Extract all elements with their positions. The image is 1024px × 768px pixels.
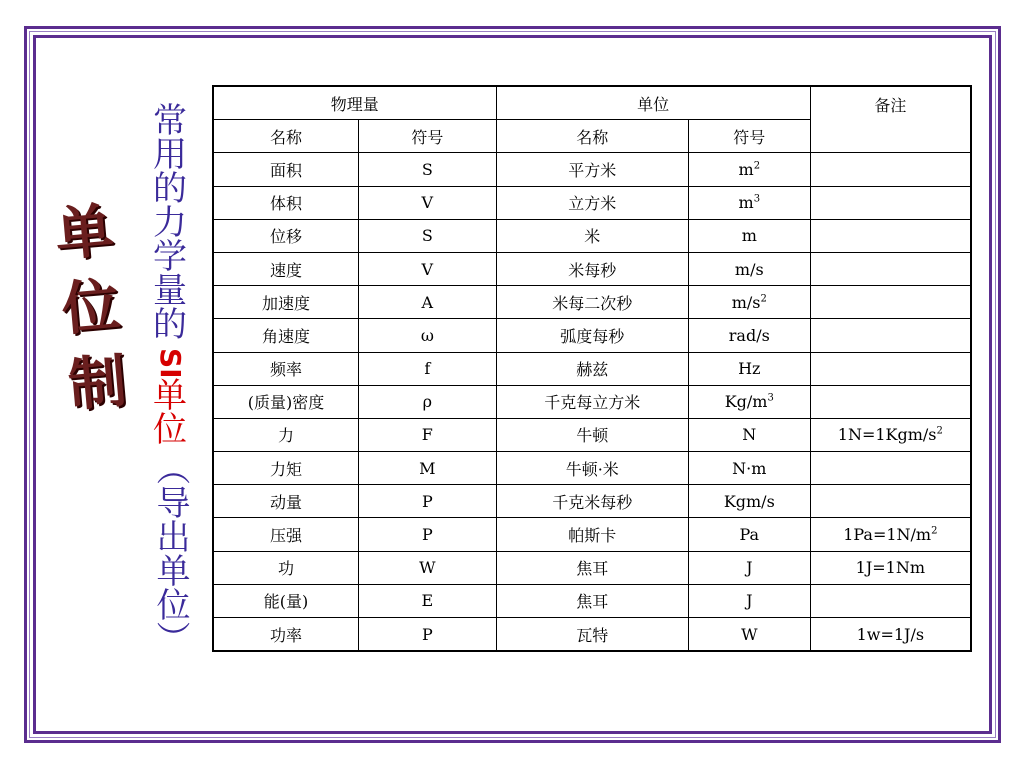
quantity-name-cell bbox=[213, 319, 359, 352]
remark-cell bbox=[810, 186, 971, 219]
subtitle-char: 单 bbox=[153, 375, 187, 416]
unit-symbol-cell-text: N·m bbox=[732, 458, 767, 478]
remark-cell bbox=[810, 319, 971, 352]
quantity-name-cell bbox=[213, 418, 359, 451]
quantity-symbol-cell bbox=[359, 286, 497, 319]
table-header-row bbox=[213, 86, 971, 120]
main-title-char-3: 制 bbox=[65, 346, 132, 419]
unit-name-cell bbox=[496, 418, 688, 451]
unit-name-cell-text: 瓦特 bbox=[576, 625, 609, 645]
unit-name-cell bbox=[496, 618, 688, 652]
quantity-name-cell bbox=[213, 153, 359, 186]
unit-symbol-cell bbox=[688, 518, 810, 551]
remark-cell bbox=[810, 452, 971, 485]
quantity-name-cell bbox=[213, 452, 359, 485]
quantity-symbol-cell bbox=[359, 352, 497, 385]
quantity-symbol-cell-text: W bbox=[419, 558, 436, 578]
table-body bbox=[213, 153, 971, 651]
header-quantity: 物理量 bbox=[213, 86, 496, 120]
remark-cell-text: 1Pa=1N/m bbox=[843, 525, 932, 545]
unit-name-cell bbox=[496, 485, 688, 518]
subheader-quantity-name: 名称 bbox=[213, 120, 359, 153]
table-row bbox=[213, 485, 971, 518]
remark-cell-superscript: 2 bbox=[931, 525, 938, 537]
unit-symbol-cell bbox=[688, 186, 810, 219]
quantity-symbol-cell-text: P bbox=[421, 525, 433, 545]
unit-symbol-cell bbox=[688, 551, 810, 584]
quantity-symbol-cell-text: E bbox=[421, 591, 434, 611]
quantity-name-cell-text: 功 bbox=[278, 559, 295, 579]
quantity-name-cell-text: 角速度 bbox=[262, 326, 311, 346]
unit-symbol-cell bbox=[688, 418, 810, 451]
table-row bbox=[213, 286, 971, 319]
units-table bbox=[212, 85, 972, 652]
quantity-symbol-cell bbox=[359, 452, 497, 485]
unit-name-cell-text: 千克米每秒 bbox=[552, 492, 633, 512]
unit-symbol-cell bbox=[688, 618, 810, 652]
quantity-symbol-cell bbox=[359, 252, 497, 285]
unit-symbol-cell bbox=[688, 286, 810, 319]
remark-cell bbox=[810, 418, 971, 451]
table-row bbox=[213, 418, 971, 451]
subheader-unit-name: 名称 bbox=[496, 120, 688, 153]
quantity-symbol-cell bbox=[359, 584, 497, 617]
unit-symbol-cell bbox=[688, 385, 810, 418]
quantity-symbol-cell-text: ω bbox=[420, 325, 434, 345]
quantity-name-cell bbox=[213, 518, 359, 551]
table-row bbox=[213, 319, 971, 352]
quantity-symbol-cell-text: V bbox=[421, 259, 434, 279]
unit-name-cell-text: 牛顿 bbox=[576, 426, 609, 446]
quantity-name-cell-text: 能(量) bbox=[263, 592, 309, 612]
quantity-name-cell bbox=[213, 485, 359, 518]
unit-symbol-cell bbox=[688, 584, 810, 617]
quantity-symbol-cell-text: S bbox=[421, 159, 433, 179]
unit-symbol-cell-text: Kgm/s bbox=[723, 491, 775, 511]
quantity-symbol-cell bbox=[359, 153, 497, 186]
header-unit: 单位 bbox=[496, 86, 810, 120]
remark-cell bbox=[810, 286, 971, 319]
quantity-symbol-cell-text: V bbox=[421, 193, 434, 213]
unit-name-cell bbox=[496, 584, 688, 617]
quantity-name-cell-text: 面积 bbox=[270, 160, 303, 180]
quantity-symbol-cell-text: M bbox=[419, 458, 436, 478]
subtitle-derived: （导出单位） bbox=[150, 450, 190, 655]
unit-symbol-cell-text: m bbox=[738, 159, 754, 179]
subheader-unit-symbol: 符号 bbox=[688, 120, 810, 153]
quantity-symbol-cell bbox=[359, 186, 497, 219]
unit-symbol-cell-superscript: 3 bbox=[767, 392, 774, 404]
remark-cell bbox=[810, 252, 971, 285]
unit-name-cell-text: 立方米 bbox=[568, 194, 617, 214]
unit-name-cell-text: 焦耳 bbox=[576, 592, 609, 612]
unit-name-cell bbox=[496, 286, 688, 319]
unit-symbol-cell bbox=[688, 352, 810, 385]
quantity-symbol-cell-text: F bbox=[421, 425, 433, 445]
remark-cell-superscript: 2 bbox=[936, 426, 943, 438]
unit-symbol-cell bbox=[688, 219, 810, 252]
unit-name-cell-text: 米 bbox=[584, 227, 601, 247]
unit-symbol-cell bbox=[688, 452, 810, 485]
unit-name-cell-text: 赫兹 bbox=[576, 360, 609, 380]
quantity-name-cell-text: 力矩 bbox=[270, 459, 303, 479]
table-row bbox=[213, 584, 971, 617]
remark-cell bbox=[810, 518, 971, 551]
quantity-name-cell bbox=[213, 618, 359, 652]
unit-name-cell-text: 弧度每秒 bbox=[560, 326, 625, 346]
unit-symbol-cell-superscript: 2 bbox=[760, 293, 767, 305]
remark-cell-text: 1w=1J/s bbox=[856, 624, 925, 644]
quantity-symbol-cell bbox=[359, 518, 497, 551]
quantity-name-cell-text: 加速度 bbox=[262, 293, 311, 313]
unit-symbol-cell bbox=[688, 319, 810, 352]
unit-symbol-cell-text: J bbox=[746, 558, 753, 578]
unit-symbol-cell bbox=[688, 252, 810, 285]
unit-symbol-cell bbox=[688, 153, 810, 186]
quantity-name-cell bbox=[213, 286, 359, 319]
unit-name-cell bbox=[496, 186, 688, 219]
unit-name-cell bbox=[496, 518, 688, 551]
subtitle bbox=[148, 101, 192, 655]
quantity-name-cell-text: 功率 bbox=[270, 625, 303, 645]
unit-name-cell bbox=[496, 153, 688, 186]
unit-name-cell-text: 帕斯卡 bbox=[568, 526, 617, 546]
quantity-symbol-cell bbox=[359, 219, 497, 252]
subtitle-char: 量 bbox=[153, 271, 187, 311]
quantity-symbol-cell bbox=[359, 418, 497, 451]
quantity-symbol-cell-text: P bbox=[421, 624, 433, 644]
quantity-symbol-cell bbox=[359, 319, 497, 352]
quantity-name-cell bbox=[213, 551, 359, 584]
quantity-symbol-cell-text: P bbox=[421, 491, 433, 511]
table-row bbox=[213, 385, 971, 418]
remark-cell bbox=[810, 618, 971, 652]
quantity-name-cell-text: 动量 bbox=[270, 492, 303, 512]
quantity-symbol-cell bbox=[359, 551, 497, 584]
remark-cell bbox=[810, 219, 971, 252]
quantity-symbol-cell bbox=[359, 385, 497, 418]
main-title-char-1: 单 bbox=[52, 195, 119, 269]
remark-cell bbox=[810, 385, 971, 418]
quantity-name-cell-text: 速度 bbox=[270, 260, 303, 280]
table-row bbox=[213, 186, 971, 219]
table-row bbox=[213, 252, 971, 285]
unit-symbol-cell bbox=[688, 485, 810, 518]
unit-name-cell bbox=[496, 452, 688, 485]
quantity-name-cell bbox=[213, 385, 359, 418]
unit-symbol-cell-text: m bbox=[741, 226, 757, 246]
unit-symbol-cell-text: m/s bbox=[731, 292, 761, 312]
subtitle-char: 力 bbox=[153, 203, 187, 243]
header-remark: 备注 bbox=[810, 86, 971, 153]
table-row bbox=[213, 618, 971, 652]
subtitle-char: 常 bbox=[153, 101, 187, 141]
unit-symbol-cell-text: Hz bbox=[738, 359, 761, 379]
quantity-name-cell-text: 位移 bbox=[270, 227, 303, 247]
unit-symbol-cell-text: rad/s bbox=[728, 325, 770, 345]
subheader-quantity-symbol: 符号 bbox=[359, 120, 497, 153]
quantity-symbol-cell bbox=[359, 485, 497, 518]
unit-symbol-cell-text: m/s bbox=[734, 259, 764, 279]
quantity-name-cell bbox=[213, 584, 359, 617]
remark-cell bbox=[810, 551, 971, 584]
quantity-symbol-cell-text: A bbox=[421, 292, 434, 312]
quantity-name-cell bbox=[213, 186, 359, 219]
remark-cell-text: 1J=1Nm bbox=[855, 558, 926, 578]
table-row bbox=[213, 518, 971, 551]
unit-name-cell-text: 牛顿·米 bbox=[565, 459, 619, 479]
remark-cell bbox=[810, 153, 971, 186]
remark-cell bbox=[810, 352, 971, 385]
subtitle-char: 学 bbox=[153, 237, 187, 277]
table-row bbox=[213, 153, 971, 186]
table-row bbox=[213, 219, 971, 252]
subtitle-si: SI bbox=[154, 348, 187, 379]
subtitle-char: 的 bbox=[153, 305, 187, 345]
quantity-name-cell bbox=[213, 252, 359, 285]
remark-cell bbox=[810, 485, 971, 518]
unit-name-cell bbox=[496, 385, 688, 418]
quantity-symbol-cell bbox=[359, 618, 497, 652]
unit-name-cell-text: 千克每立方米 bbox=[544, 393, 641, 413]
remark-cell bbox=[810, 584, 971, 617]
quantity-name-cell bbox=[213, 219, 359, 252]
quantity-name-cell-text: 频率 bbox=[270, 360, 303, 380]
unit-name-cell bbox=[496, 551, 688, 584]
unit-symbol-cell-text: W bbox=[741, 624, 758, 644]
subtitle-char: 的 bbox=[153, 169, 187, 209]
unit-name-cell bbox=[496, 219, 688, 252]
table-row bbox=[213, 551, 971, 584]
quantity-symbol-cell-text: f bbox=[424, 359, 431, 379]
unit-symbol-cell-superscript: 2 bbox=[753, 160, 761, 172]
unit-name-cell-text: 平方米 bbox=[568, 160, 617, 180]
table-row bbox=[213, 452, 971, 485]
unit-name-cell-text: 米每秒 bbox=[568, 260, 617, 280]
unit-name-cell-text: 米每二次秒 bbox=[552, 293, 633, 313]
unit-symbol-cell-text: Pa bbox=[739, 525, 760, 545]
unit-name-cell bbox=[496, 252, 688, 285]
quantity-name-cell-text: 压强 bbox=[270, 526, 303, 546]
main-title-char-2: 位 bbox=[59, 270, 125, 344]
unit-name-cell-text: 焦耳 bbox=[576, 559, 609, 579]
unit-symbol-cell-text: N bbox=[742, 425, 757, 445]
quantity-name-cell-text: (质量)密度 bbox=[247, 393, 325, 413]
table-row bbox=[213, 352, 971, 385]
remark-cell-text: 1N=1Kgm/s bbox=[837, 425, 937, 445]
quantity-name-cell-text: 力 bbox=[278, 426, 295, 446]
unit-symbol-cell-text: J bbox=[746, 591, 753, 611]
subtitle-char: 位 bbox=[153, 409, 187, 450]
quantity-symbol-cell-text: S bbox=[421, 226, 433, 246]
unit-name-cell bbox=[496, 352, 688, 385]
subtitle-char: 用 bbox=[153, 135, 187, 175]
quantity-name-cell-text: 体积 bbox=[270, 194, 303, 214]
quantity-name-cell bbox=[213, 352, 359, 385]
unit-name-cell bbox=[496, 319, 688, 352]
quantity-symbol-cell-text: ρ bbox=[422, 392, 433, 412]
unit-symbol-cell-superscript: 3 bbox=[753, 193, 761, 205]
unit-symbol-cell-text: Kg/m bbox=[724, 392, 768, 412]
unit-symbol-cell-text: m bbox=[738, 193, 754, 213]
